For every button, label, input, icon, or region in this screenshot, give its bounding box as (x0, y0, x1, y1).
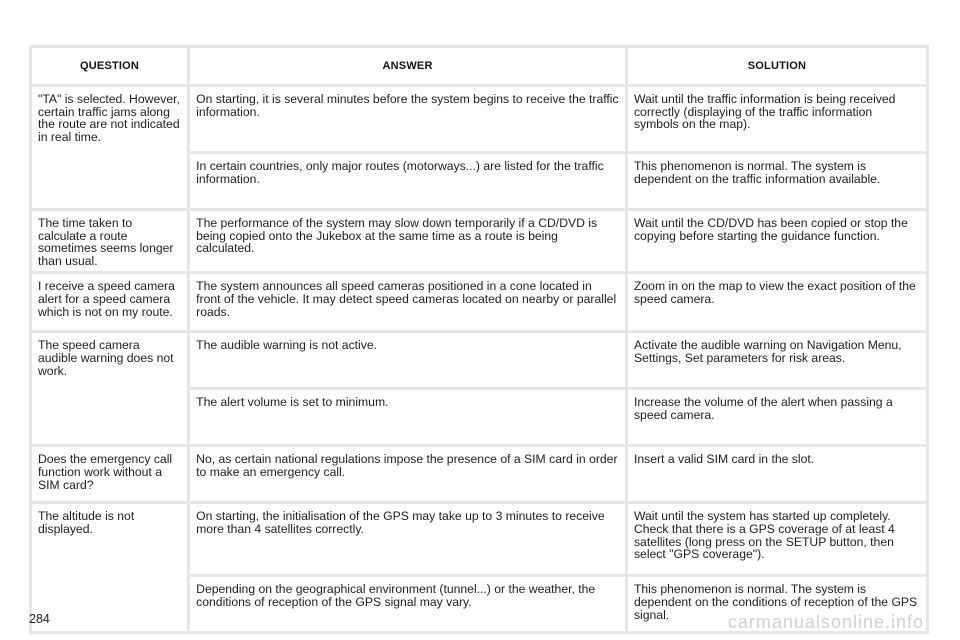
answer-cell: The alert volume is set to minimum. (190, 390, 625, 444)
solution-cell: Insert a valid SIM card in the slot. (628, 447, 926, 501)
watermark: carmanualsonline.info (727, 612, 924, 632)
question-cell: The time taken to calculate a route sometimes seems longer than usual. (32, 211, 187, 271)
header-answer: ANSWER (190, 48, 625, 84)
table-header-row (32, 48, 926, 84)
answer-cell: On starting, it is several minutes before the system begins to receive the traffic information. (190, 87, 625, 151)
answer-cell: The audible warning is not active. (190, 333, 625, 387)
solution-cell: Activate the audible warning on Navigation Menu, Settings, Set parameters for risk areas. (628, 333, 926, 387)
answer-cell: In certain countries, only major routes (motorways...) are listed for the traffic information. (190, 154, 625, 208)
solution-cell: Wait until the system has started up completely. Check that there is a GPS coverage of at least 4 satellites (long press on the SETUP button, then select "GPS coverage"). (628, 504, 926, 574)
question-cell: The speed camera audible warning does not work. (32, 333, 187, 444)
page-number: 284 (29, 612, 50, 626)
solution-cell: Wait until the CD/DVD has been copied or stop the copying before starting the guidance function. (628, 211, 926, 271)
table-row (32, 504, 926, 574)
table-row (32, 447, 926, 501)
table-row (32, 274, 926, 330)
answer-cell: On starting, the initialisation of the GPS may take up to 3 minutes to receive more than 4 satellites correctly. (190, 504, 625, 574)
solution-cell: This phenomenon is normal. The system is dependent on the traffic information available. (628, 154, 926, 208)
table-row (32, 211, 926, 271)
answer-cell: No, as certain national regulations impose the presence of a SIM card in order to make an emergency call. (190, 447, 625, 501)
table-row (32, 87, 926, 151)
table-row (32, 333, 926, 387)
question-cell: The altitude is not displayed. (32, 504, 187, 631)
solution-cell: Wait until the traffic information is being received correctly (displaying of the traffic information symbols on the map). (628, 87, 926, 151)
answer-cell: The system announces all speed cameras positioned in a cone located in front of the vehicle. It may detect speed cameras located on nearby or parallel roads. (190, 274, 625, 330)
solution-cell: Zoom in on the map to view the exact position of the speed camera. (628, 274, 926, 330)
header-solution: SOLUTION (628, 48, 926, 84)
question-cell: I receive a speed camera alert for a speed camera which is not on my route. (32, 274, 187, 330)
answer-cell: The performance of the system may slow down temporarily if a CD/DVD is being copied onto the Jukebox at the same time as a route is being calculated. (190, 211, 625, 271)
solution-cell: This phenomenon is normal. The system is dependent on the conditions of reception of the GPS signal. (628, 577, 926, 631)
header-question: QUESTION (32, 48, 187, 84)
question-cell: Does the emergency call function work without a SIM card? (32, 447, 187, 501)
troubleshooting-table (29, 45, 929, 634)
question-cell: "TA" is selected. However, certain traffic jams along the route are not indicated in real time. (32, 87, 187, 208)
answer-cell: Depending on the geographical environment (tunnel...) or the weather, the conditions of reception of the GPS signal may vary. (190, 577, 625, 631)
solution-cell: Increase the volume of the alert when passing a speed camera. (628, 390, 926, 444)
